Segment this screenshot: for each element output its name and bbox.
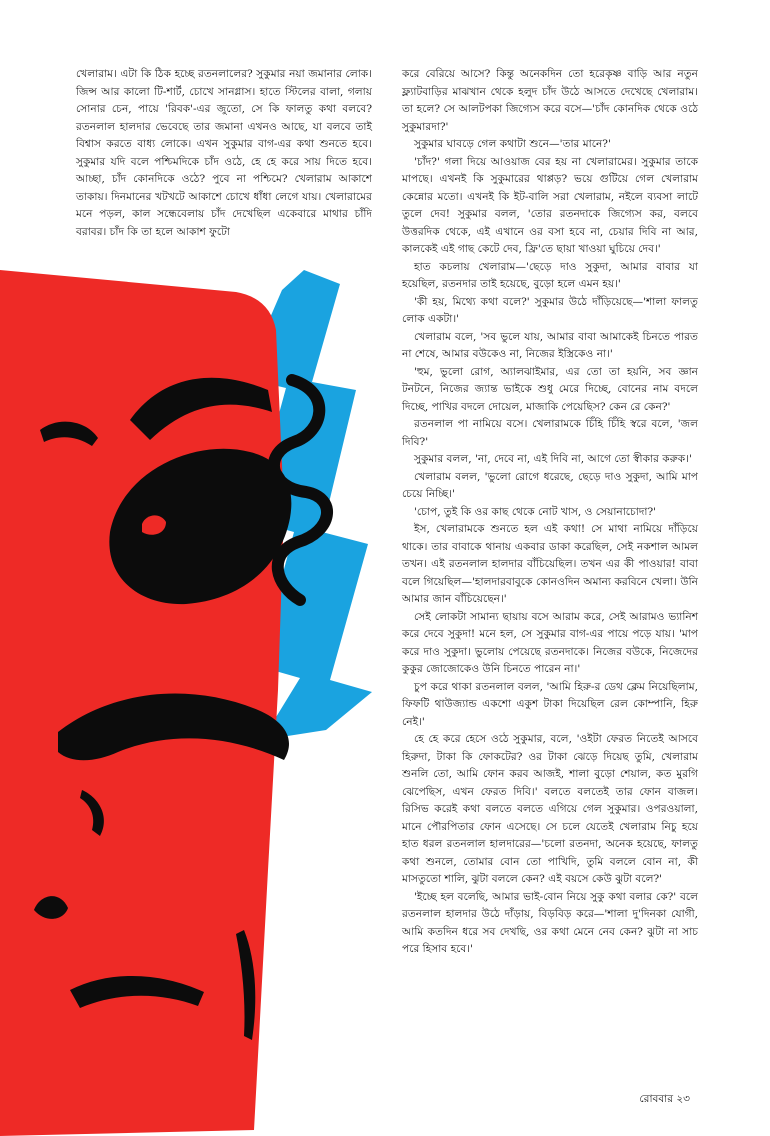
- paragraph: খেলারাম। এটা কি ঠিক হচ্ছে রতনলালের? সুকুমার নয়া জমানার লোক। জিন্স আর কালো টি-শার্ট, চোখে সানগ্লাস। হাতে স্টিলের বালা, গলায় সোনার চেন, পায়ে 'রিবক'-এর জুতো, সে কি ফালতু কথা বলবে? রতনলাল হালদার ভেবেছে তার জমানা এখনও আছে, যা বলবে তাই বিশ্বাস করতে বাধ্য লোকে। এখন সুকুমার বাগ-এর কথা শুনতে হবে। সুকুমার যদি বলে পশ্চিমদিকে চাঁদ ওঠে, হে হে করে সায় দিতে হবে। আচ্ছা, চাঁদ কোনদিকে ওঠে? পুবে না পশ্চিমে? খেলারাম আকাশে তাকায়। দিনমানের খটখটে আকাশে চোখে ধাঁধা লেগে যায়। খেলারামের মনে পড়ল, কাল সন্ধেবেলায় চাঁদ দেখেছিল একেবারে মাথার চাঁদি বরাবর। চাঁদ কি তা হলে আকাশ ফুটো: [76, 68, 372, 238]
- paragraph: রতনলাল পা নামিয়ে বসে। খেলারামকে চিঁহি চিঁহি স্বরে বলে, 'জল দিবি?': [402, 418, 698, 448]
- text-column-right: [402, 66, 698, 959]
- paragraph: খেলারাম বলল, 'ভুলো রোগে ধরেছে, ছেড়ে দাও সুকুদা, আমি মাপ চেয়ে নিচ্ছি।': [402, 470, 698, 500]
- paragraph: ইস, খেলারামকে শুনতে হল এই কথা! সে মাথা নামিয়ে দাঁড়িয়ে থাকে। তার বাবাকে থানায় একবার ডাকা করেছিল, সেই নকশাল আমল তখন। এই রতনলাল হালদার বাঁচিয়েছিল। তখন এর কী পাওয়ার! বাবা বলে গিয়েছিল—'হালদারবাবুকে কোনওদিন অমান্য করবিনে খেলা। উনি আমার জান বাঁচিয়েছেন।': [402, 523, 698, 605]
- paragraph: সেই লোকটা সামান্য ছায়ায় বসে আরাম করে, সেই আরামও ভ্যানিশ করে দেবে সুকুদা! মনে হল, সে সুকুমার বাগ-এর পায়ে পড়ে যায়। 'মাপ করে দাও সুকুদা। ভুলোয় পেয়েছে রতনদাকে। নিজের বউকে, নিজেদের কুকুর জোজোকেও উনি চিনতে পারেন না।': [402, 610, 698, 675]
- paragraph: 'কী হয়, মিথ্যে কথা বলে?' সুকুমার উঠে দাঁড়িয়েছে—'শালা ফালতু লোক একটা।': [402, 295, 698, 325]
- paragraph: 'চোপ, তুই কি ওর কাছ থেকে নোট খাস, ও সেয়ানাচোদা?': [414, 505, 657, 518]
- text-column-left: [76, 66, 372, 241]
- paragraph: 'চাঁদ?' গলা দিয়ে আওয়াজ বের হয় না খেলারামের। সুকুমার তাকে মাপছে। এখনই কি সুকুমারের থাপ্পড়? ভয়ে গুটিয়ে গেল খেলারাম কেন্নোর মতো। এখনই কি ইট-বালি সরা খেলারাম, নইলে ব্যবসা লাটে তুলে দেব! সুকুমার বলল, 'তোর রতনদাকে জিগ্যেস কর, বলবে উত্তরদিক থেকে, এই এখানে ওর বসা হবে না, চেয়ার দিবি না আর, কালকেই এই গাছ কেটে দেব, ফ্রি'তে ছায়া খাওয়া ঘুচিয়ে দেব।': [402, 155, 698, 255]
- paragraph: 'ইচ্ছে হল বলেছি, আমার ভাই-বোন নিয়ে সুকু কথা বলার কে?' বলে রতনলাল হালদার উঠে দাঁড়ায়, বিড়বিড় করে—'শালা দু'দিনকা যোগী, আমি কতদিন ধরে সব দেখছি, ওর কথা মেনে নেব কেন? ঝুটা না সাচ পরে হিসাব হবে।': [402, 890, 698, 955]
- paragraph: সুকুমার ঘাবড়ে গেল কথাটা শুনে—'তার মানে?': [414, 138, 611, 150]
- paragraph: হে হে করে হেসে ওঠে সুকুমার, বলে, 'ওইটা ফেরত নিতেই আসবে হিরুদা, টাকা কি ফোকটের? ওর টাকা ঝেড়ে দিয়েছ তুমি, খেলারাম শুনলি তো, আমি ফোন করব আজই, শালা বুড়ো শেয়াল, কত মুরগি ঝেপেছিস, এখন ফেরত দিবি।' বলতে বলতেই তার ফোন বাজল। রিসিভ করেই কথা বলতে বলতে এগিয়ে গেল সুকুমার। ওপরওয়ালা, মানে পৌরপিতার ফোন এসেছে। সে চলে যেতেই খেলারাম নিচু হয়ে হাত ধরল রতনলাল হালদারের—'চলো রতনদা, অনেক হয়েছে, ফালতু কথা শুনলে, তোমার বোন তো পাখিদি, তুমি বললে বোন না, কী মাসতুতো শালি, ঝুটা বললে কেন? এই বয়সে কেউ ঝুটা বলে?': [402, 733, 698, 885]
- paragraph: হাত কচলায় খেলারাম—'ছেড়ে দাও সুকুদা, আমার বাবার যা হয়েছিল, রতনদার তাই হয়েছে, বুড়ো হলে এমন হয়।': [402, 260, 698, 290]
- paragraph: সুকুমার বলল, 'না, দেবে না, এই দিবি না, আগে তো স্বীকার করুক।': [414, 453, 692, 465]
- paragraph: খেলারাম বলে, 'সব ভুলে যায়, আমার বাবা আমাকেই চিনতে পারত না শেষে, আমার বউকেও না, নিজের ইস্ত্রিকেও না।': [402, 330, 698, 360]
- paragraph: 'হুম, ভুলো রোগ, অ্যালঝাইমার, এর তো তা হয়নি, সব জ্ঞান টনটনে, নিজের জ্যান্ত ভাইকে শুধু মেরে দিচ্ছে, বোনের নাম বদলে দিচ্ছে, পাখির বদলে দোয়েল, মাজাকি পেয়েছিস? কেন রে কেন?': [402, 365, 698, 413]
- page-folio: রোববার ২৩: [639, 1093, 690, 1105]
- paragraph: চুপ করে থাকা রতনলাল বলল, 'আমি হিরু-র ডেথ ক্লেম নিয়েছিলাম, ফিফটি থাউজ্যান্ড একশো একুশ টাকা দিয়েছিল রেল কোম্পানি, হিরু নেই।': [402, 680, 698, 728]
- mask-illustration: [0, 270, 400, 1136]
- paragraph: করে বেরিয়ে আসে? কিন্তু অনেকদিন তো হরেকৃষ্ণ বাড়ি আর নতুন ফ্ল্যাটবাড়ির মাঝখান থেকে হলুদ চাঁদ উঠে আসতে দেখেছে খেলারাম। তা হলে? সে আলটপকা জিগ্যেস করে বসে—'চাঁদ কোনদিক থেকে ওঠে সুকুমারদা?': [402, 68, 698, 133]
